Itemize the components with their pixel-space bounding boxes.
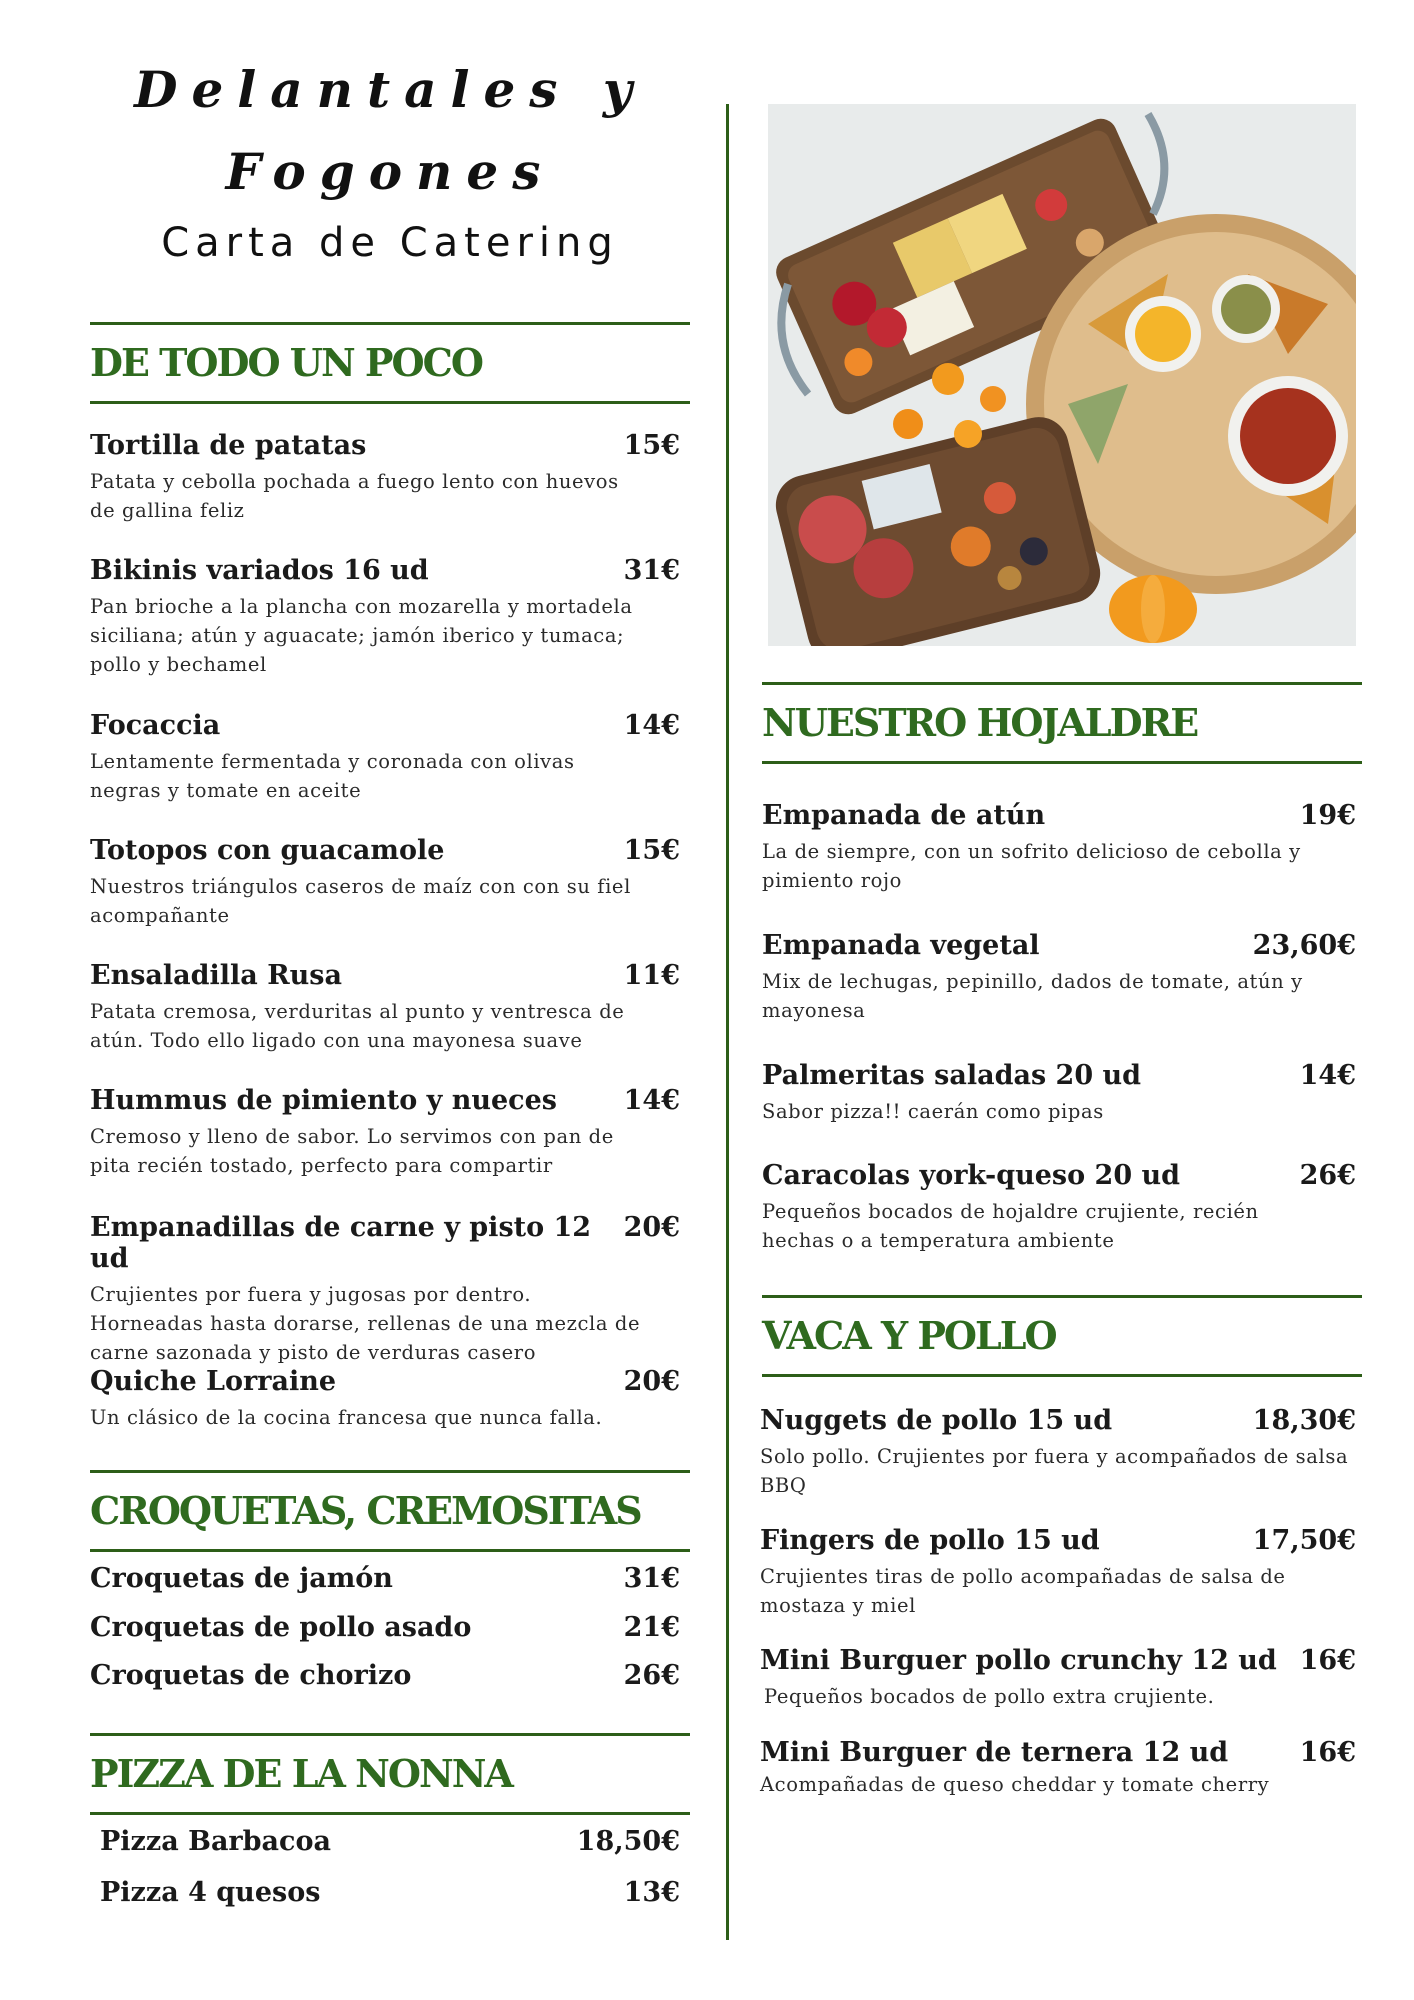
section-title: PIZZA DE LA NONNA [90,1751,512,1796]
hero-food-image [768,104,1356,646]
item-name: Croquetas de pollo asado [90,1612,472,1643]
menu-item-tortilla [90,430,680,525]
item-price: 18,50€ [576,1826,680,1857]
item-price: 15€ [623,835,680,866]
section-rule-bottom [762,1374,1362,1377]
menu-item-croquetas-chorizo [90,1660,680,1691]
item-description: Solo pollo. Crujientes por fuera y acompañados de salsa BBQ [760,1445,1349,1497]
item-price: 21€ [623,1612,680,1643]
item-price: 31€ [623,555,680,586]
item-price: 26€ [623,1660,680,1691]
section-title: CROQUETAS, CREMOSITAS [90,1488,641,1533]
menu-item-caracolas [762,1160,1356,1255]
item-price: 20€ [623,1366,680,1397]
item-description: La de siempre, con un sofrito delicioso de cebolla y pimiento rojo [762,840,1301,892]
section-croquetas [90,1470,690,1552]
item-name: Fingers de pollo 15 ud [760,1525,1100,1556]
item-price: 15€ [623,430,680,461]
section-title: NUESTRO HOJALDRE [762,700,1198,745]
item-price: 14€ [623,710,680,741]
item-name: Palmeritas saladas 20 ud [762,1060,1142,1091]
menu-item-fingers [760,1525,1356,1620]
item-description: Pequeños bocados de hojaldre crujiente, recién hechas o a temperatura ambiente [762,1200,1259,1252]
item-name: Bikinis variados 16 ud [90,555,429,586]
item-price: 16€ [1299,1645,1356,1676]
food-platter-illustration [768,104,1356,646]
item-description: Patata y cebolla pochada a fuego lento con huevos de gallina feliz [90,470,619,522]
item-price: 19€ [1299,800,1356,831]
section-rule-bottom [90,1549,690,1552]
item-description: Cremoso y lleno de sabor. Lo servimos con pan de pita recién tostado, perfecto para compartir [90,1125,614,1177]
menu-item-nuggets [760,1405,1356,1500]
menu-item-quiche [90,1366,680,1432]
menu-item-empanada-vegetal [762,930,1356,1025]
item-price: 18,30€ [1252,1405,1356,1436]
menu-subtitle: Carta de Catering [161,220,619,266]
item-name: Caracolas york-queso 20 ud [762,1160,1181,1191]
item-description: Nuestros triángulos caseros de maíz con con su fiel acompañante [90,875,631,927]
menu-item-mini-burguer-ternera [760,1737,1356,1799]
item-price: 11€ [623,960,680,991]
section-rule-bottom [90,401,690,404]
item-name: Quiche Lorraine [90,1366,337,1397]
item-description: Patata cremosa, verduritas al punto y ventresca de atún. Todo ello ligado con una mayonesa suave [90,1000,625,1052]
menu-item-hummus [90,1085,680,1180]
menu-item-empanada-atun [762,800,1356,895]
item-price: 17,50€ [1252,1525,1356,1556]
section-nuestro-hojaldre [762,682,1362,764]
menu-item-bikinis [90,555,680,679]
section-vaca-y-pollo [762,1295,1362,1377]
section-title: DE TODO UN POCO [90,340,482,385]
item-name: Mini Burguer de ternera 12 ud [760,1737,1229,1768]
item-description: Sabor pizza!! caerán como pipas [762,1100,1104,1123]
item-name: Pizza 4 quesos [100,1877,321,1908]
section-title: VACA Y POLLO [762,1313,1056,1358]
menu-item-pizza-barbacoa [100,1826,680,1857]
item-name: Hummus de pimiento y nueces [90,1085,557,1116]
menu-item-mini-burguer-pollo [760,1645,1356,1711]
menu-item-palmeritas [762,1060,1356,1126]
brand-name-line2: Fogones [225,142,555,201]
item-name: Ensaladilla Rusa [90,960,342,991]
item-name: Croquetas de jamón [90,1563,393,1594]
item-description: Crujientes por fuera y jugosas por dentro. Horneadas hasta dorarse, rellenas de una mezcla de carne sazonada y pisto de verduras casero [90,1283,641,1364]
item-price: 13€ [623,1877,680,1908]
brand-name-line1: Delantales y [134,60,646,119]
menu-item-empanadillas [90,1212,680,1367]
item-name: Croquetas de chorizo [90,1660,412,1691]
item-name: Tortilla de patatas [90,430,367,461]
menu-item-totopos [90,835,680,930]
section-rule-bottom [762,761,1362,764]
menu-item-focaccia [90,710,680,805]
item-name: Empanada vegetal [762,930,1040,961]
item-description: Un clásico de la cocina francesa que nunca falla. [90,1406,603,1429]
item-price: 23,60€ [1252,930,1356,961]
item-description: Pan brioche a la plancha con mozarella y mortadela siciliana; atún y aguacate; jamón iberico y tumaca; pollo y bechamel [90,595,633,676]
item-price: 14€ [1299,1060,1356,1091]
item-name: Nuggets de pollo 15 ud [760,1405,1113,1436]
section-de-todo-un-poco [90,322,690,404]
item-price: 16€ [1299,1737,1356,1768]
section-pizza [90,1733,690,1815]
item-name: Focaccia [90,710,221,741]
menu-item-croquetas-pollo [90,1612,680,1643]
item-name: Totopos con guacamole [90,835,445,866]
menu-item-croquetas-jamon [90,1563,680,1594]
item-description: Pequeños bocados de pollo extra crujiente. [764,1685,1215,1708]
item-price: 14€ [623,1085,680,1116]
item-name: Empanada de atún [762,800,1046,831]
menu-item-ensaladilla [90,960,680,1055]
item-description: Mix de lechugas, pepinillo, dados de tomate, atún y mayonesa [762,970,1303,1022]
menu-item-pizza-4-quesos [100,1877,680,1908]
section-rule-bottom [90,1812,690,1815]
column-divider [726,104,729,1940]
item-price: 20€ [623,1212,680,1243]
item-description: Crujientes tiras de pollo acompañadas de salsa de mostaza y miel [760,1565,1286,1617]
item-name: Pizza Barbacoa [100,1826,331,1857]
item-price: 26€ [1299,1160,1356,1191]
item-price: 31€ [623,1563,680,1594]
item-description: Lentamente fermentada y coronada con olivas negras y tomate en aceite [90,750,575,802]
item-description: Acompañadas de queso cheddar y tomate cherry [760,1773,1270,1796]
item-name: Mini Burguer pollo crunchy 12 ud [760,1645,1277,1676]
item-name: Empanadillas de carne y pisto 12 ud [90,1212,592,1274]
